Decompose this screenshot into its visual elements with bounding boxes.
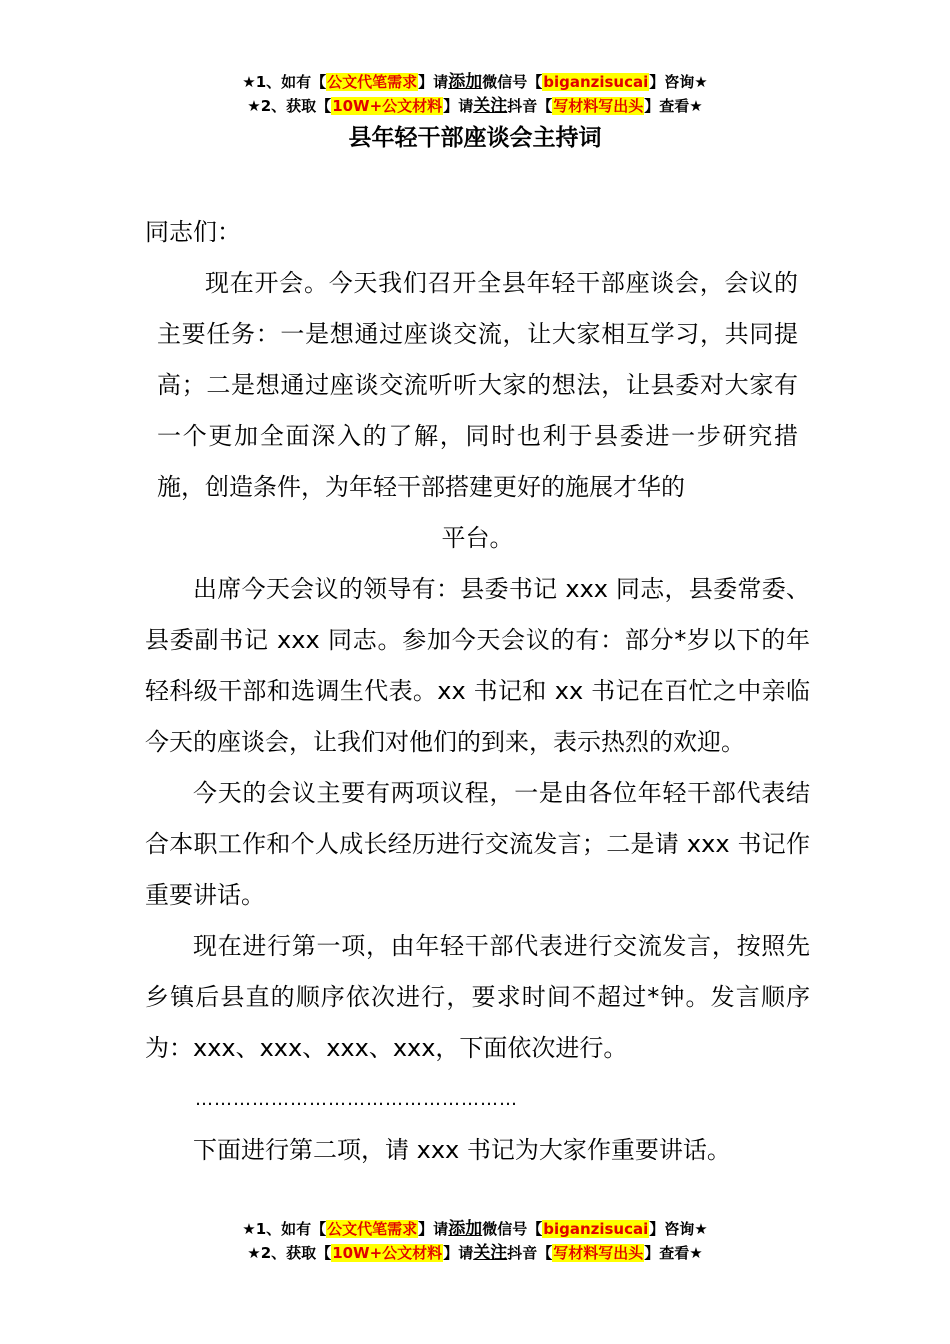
banner-line-2 <box>0 1241 950 1265</box>
banner-text: 】请 <box>443 97 474 115</box>
banner-text: 抖音【 <box>507 97 553 115</box>
ellipsis-line: …………………………………………… <box>195 1089 518 1110</box>
banner-highlight: 公文代笔需求 <box>327 1220 418 1238</box>
paragraph-1-end: 平台。 <box>441 524 514 552</box>
banner-text: ★1、如有【 <box>242 73 327 91</box>
banner-line-2 <box>0 94 950 118</box>
banner-text: ★2、获取【 <box>247 97 332 115</box>
banner-highlight: biganzisucai <box>543 1220 649 1238</box>
banner-text: 微信号【 <box>482 1220 543 1238</box>
paragraph-1: 现在开会。今天我们召开全县年轻干部座谈会，会议的主要任务：一是想通过座谈交流，让大家相互学习，共同提高；二是想通过座谈交流听听大家的想法，让县委对大家有一个更加全面深入的了解，同时也利于县委进一步研究措施，创造条件，为年轻干部搭建更好的施展才华的 <box>157 269 798 501</box>
banner-text: ★2、获取【 <box>247 1244 332 1262</box>
banner-highlight: 写材料写出头 <box>553 1244 644 1262</box>
banner-text: 微信号【 <box>482 73 543 91</box>
banner-emphasis: 添加 <box>448 72 483 92</box>
header-banner <box>0 70 950 118</box>
banner-line-1 <box>0 1217 950 1241</box>
banner-text: 】请 <box>443 1244 474 1262</box>
banner-text: 】请 <box>418 1220 449 1238</box>
banner-text: 】查看★ <box>644 1244 703 1262</box>
document-body <box>145 207 810 1176</box>
document-title: 县年轻干部座谈会主持词 <box>348 125 602 151</box>
footer-banner <box>0 1217 950 1265</box>
banner-highlight: 公文代笔需求 <box>327 73 418 91</box>
salutation: 同志们： <box>145 218 241 246</box>
paragraph-2: 出席今天会议的领导有：县委书记 xxx 同志，县委常委、县委副书记 xxx 同志。参加今天会议的有：部分*岁以下的年轻科级干部和选调生代表。xx 书记和 xx 书记在百忙之中亲临今天的座谈会，让我们对他们的到来，表示热烈的欢迎。 <box>145 575 810 756</box>
banner-highlight: 10W+公文材料 <box>332 97 443 115</box>
banner-highlight: biganzisucai <box>543 73 649 91</box>
banner-emphasis: 添加 <box>448 1219 483 1239</box>
banner-text: ★1、如有【 <box>242 1220 327 1238</box>
paragraph-5: 下面进行第二项，请 xxx 书记为大家作重要讲话。 <box>193 1136 731 1164</box>
banner-text: 】咨询★ <box>649 73 708 91</box>
banner-line-1 <box>0 70 950 94</box>
banner-emphasis: 关注 <box>473 1243 508 1263</box>
paragraph-3: 今天的会议主要有两项议程，一是由各位年轻干部代表结合本职工作和个人成长经历进行交流发言；二是请 xxx 书记作重要讲话。 <box>145 779 810 909</box>
paragraph-4: 现在进行第一项，由年轻干部代表进行交流发言，按照先乡镇后县直的顺序依次进行，要求时间不超过*钟。发言顺序为：xxx、xxx、xxx、xxx，下面依次进行。 <box>145 932 810 1062</box>
banner-highlight: 写材料写出头 <box>553 97 644 115</box>
banner-emphasis: 关注 <box>473 96 508 116</box>
banner-highlight: 10W+公文材料 <box>332 1244 443 1262</box>
banner-text: 】咨询★ <box>649 1220 708 1238</box>
banner-text: 】请 <box>418 73 449 91</box>
banner-text: 】查看★ <box>644 97 703 115</box>
banner-text: 抖音【 <box>507 1244 553 1262</box>
